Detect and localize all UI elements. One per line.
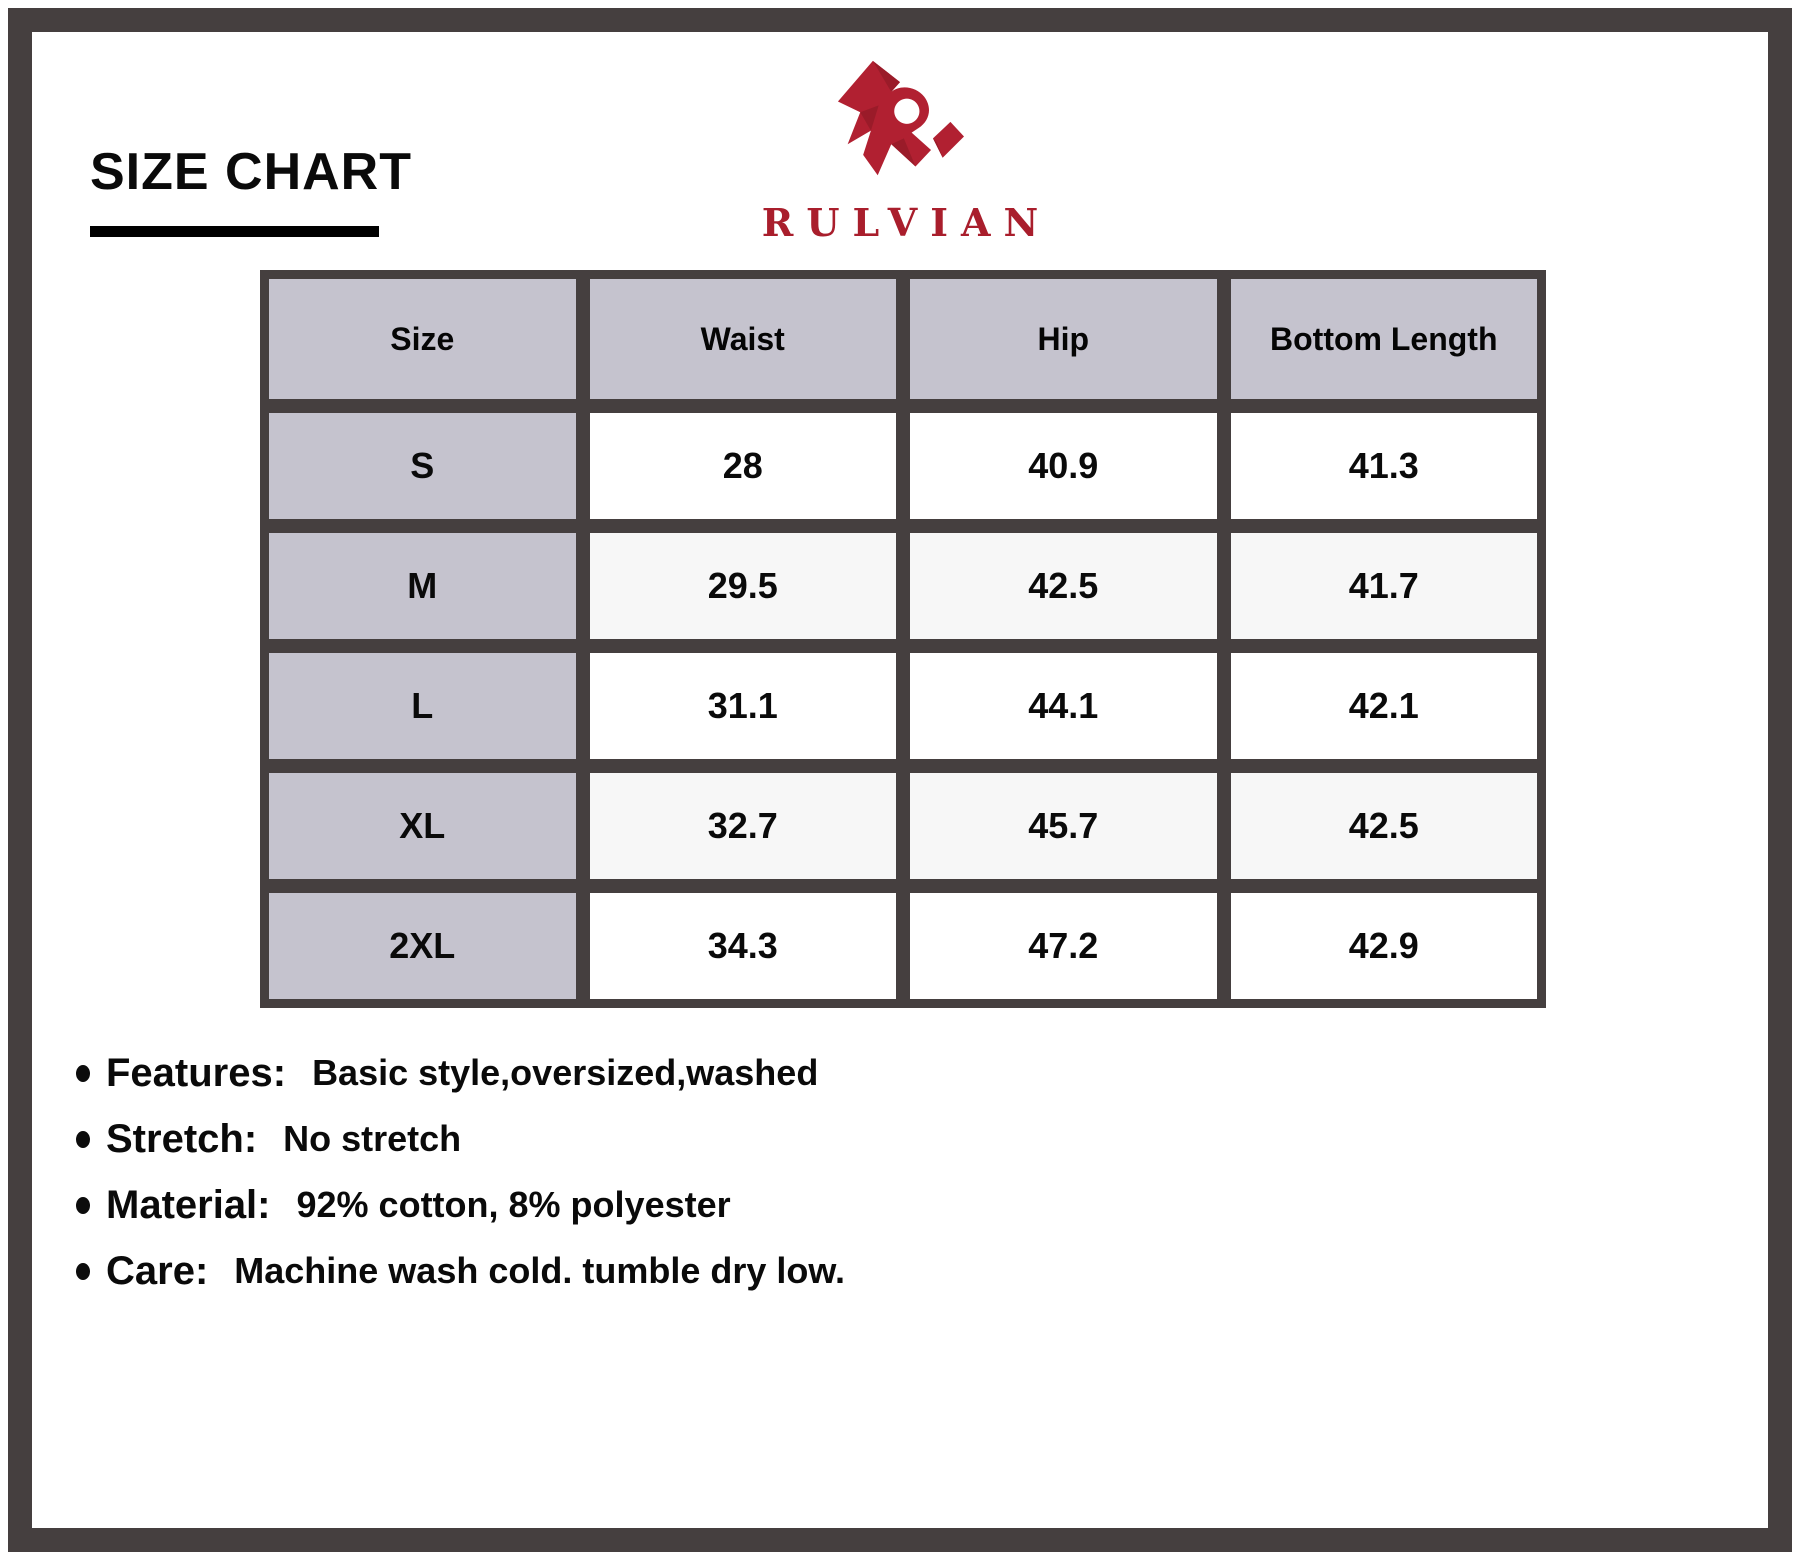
product-details-list <box>76 1040 845 1304</box>
detail-value: No stretch <box>283 1118 462 1159</box>
waist-cell: 31.1 <box>583 646 904 766</box>
detail-value: Machine wash cold. tumble dry low. <box>234 1250 846 1291</box>
size-cell: 2XL <box>262 886 583 1006</box>
bullet-icon <box>76 1131 90 1148</box>
bottom-length-cell: 42.5 <box>1224 766 1545 886</box>
waist-cell: 34.3 <box>583 886 904 1006</box>
detail-value: 92% cotton, 8% polyester <box>296 1184 731 1225</box>
hip-cell: 47.2 <box>903 886 1224 1006</box>
table-row <box>262 526 1544 646</box>
column-header-waist: Waist <box>583 272 904 406</box>
detail-label: Stretch: <box>106 1116 258 1161</box>
column-header-hip: Hip <box>903 272 1224 406</box>
detail-line-material <box>76 1172 845 1238</box>
bottom-length-cell: 42.9 <box>1224 886 1545 1006</box>
page-title: SIZE CHART <box>90 143 412 201</box>
detail-line-stretch <box>76 1106 845 1172</box>
detail-line-features <box>76 1040 845 1106</box>
size-chart-table <box>260 270 1546 1008</box>
size-cell: M <box>262 526 583 646</box>
bullet-icon <box>76 1065 90 1082</box>
column-header-bottom-length: Bottom Length <box>1224 272 1545 406</box>
size-cell: L <box>262 646 583 766</box>
hip-cell: 44.1 <box>903 646 1224 766</box>
hip-cell: 45.7 <box>903 766 1224 886</box>
table-row <box>262 406 1544 526</box>
bottom-length-cell: 41.3 <box>1224 406 1545 526</box>
hip-cell: 40.9 <box>903 406 1224 526</box>
table-header-row <box>262 272 1544 406</box>
waist-cell: 29.5 <box>583 526 904 646</box>
brand-r-logo-icon <box>836 60 964 178</box>
table-row <box>262 646 1544 766</box>
title-underline <box>90 226 379 237</box>
table-row <box>262 766 1544 886</box>
bottom-length-cell: 42.1 <box>1224 646 1545 766</box>
hip-cell: 42.5 <box>903 526 1224 646</box>
waist-cell: 28 <box>583 406 904 526</box>
detail-value: Basic style,oversized,washed <box>312 1052 819 1093</box>
table-row <box>262 886 1544 1006</box>
column-header-size: Size <box>262 272 583 406</box>
brand-wordmark: RULVIAN <box>761 200 1052 245</box>
detail-line-care <box>76 1238 845 1304</box>
bottom-length-cell: 41.7 <box>1224 526 1545 646</box>
detail-label: Care: <box>106 1248 209 1293</box>
detail-label: Material: <box>106 1182 271 1227</box>
bullet-icon <box>76 1263 90 1280</box>
size-cell: S <box>262 406 583 526</box>
bullet-icon <box>76 1197 90 1214</box>
size-cell: XL <box>262 766 583 886</box>
detail-label: Features: <box>106 1050 287 1095</box>
waist-cell: 32.7 <box>583 766 904 886</box>
